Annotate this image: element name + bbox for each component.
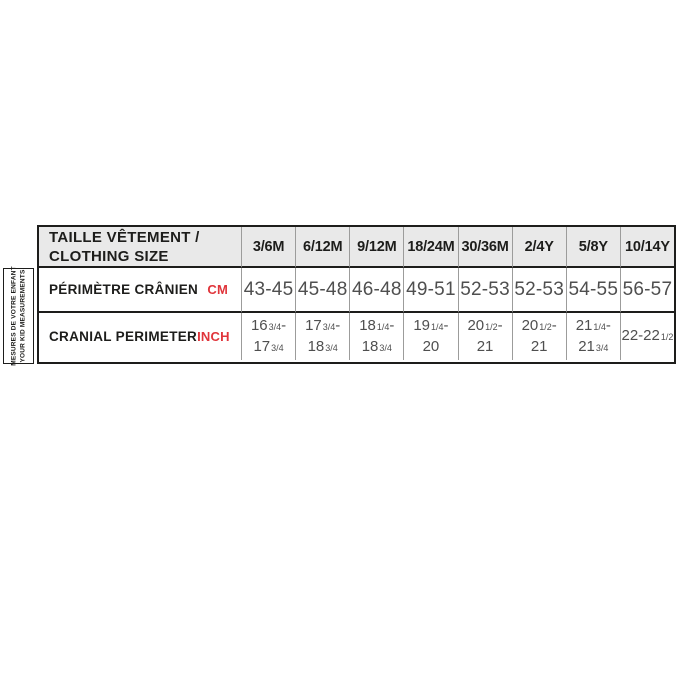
column-header-6-12m: 6/12M <box>295 227 349 268</box>
inch-value-6-12m: 173/4- 183/4 <box>295 313 349 360</box>
measurements-sidebar-text <box>10 266 27 366</box>
cm-value-6-12m: 45-48 <box>295 268 349 313</box>
row-label-cranial-perimeter-en: CRANIAL PERIMETER INCH <box>49 329 230 344</box>
cm-value-3-6m: 43-45 <box>241 268 295 313</box>
table-corner-header <box>39 227 241 268</box>
sidebar-line-en: YOUR KID MEASUREMENTS <box>18 269 26 363</box>
inch-value-10-14y: 22-221/2 <box>620 313 674 360</box>
column-header-2-4y: 2/4Y <box>512 227 566 268</box>
inch-value-9-12m: 181/4- 183/4 <box>349 313 403 360</box>
row-label-cranial-perimeter-fr: PÉRIMÈTRE CRÂNIEN CM <box>39 268 241 313</box>
column-header-18-24m: 18/24M <box>403 227 457 268</box>
cm-value-30-36m: 52-53 <box>458 268 512 313</box>
column-header-3-6m: 3/6M <box>241 227 295 268</box>
column-header-10-14y: 10/14Y <box>620 227 674 268</box>
inch-value-3-6m: 163/4- 173/4 <box>241 313 295 360</box>
inch-value-2-4y: 201/2- 21 <box>512 313 566 360</box>
inch-value-5-8y: 211/4- 213/4 <box>566 313 620 360</box>
size-table <box>37 225 676 364</box>
column-header-5-8y: 5/8Y <box>566 227 620 268</box>
cm-value-2-4y: 52-53 <box>512 268 566 313</box>
corner-title-en: CLOTHING SIZE <box>49 247 169 265</box>
inch-value-30-36m: 201/2- 21 <box>458 313 512 360</box>
unit-inch: INCH <box>197 329 230 344</box>
corner-title-fr: TAILLE VÊTEMENT / <box>49 228 200 246</box>
cm-value-5-8y: 54-55 <box>566 268 620 313</box>
measurements-sidebar <box>3 268 34 364</box>
column-header-30-36m: 30/36M <box>458 227 512 268</box>
inch-value-18-24m: 191/4- 20 <box>403 313 457 360</box>
cm-value-18-24m: 49-51 <box>403 268 457 313</box>
column-header-9-12m: 9/12M <box>349 227 403 268</box>
cm-value-10-14y: 56-57 <box>620 268 674 313</box>
unit-cm: CM <box>207 282 228 297</box>
cm-value-9-12m: 46-48 <box>349 268 403 313</box>
sidebar-line-fr: MESURES DE VOTRE ENFANT <box>10 266 17 366</box>
